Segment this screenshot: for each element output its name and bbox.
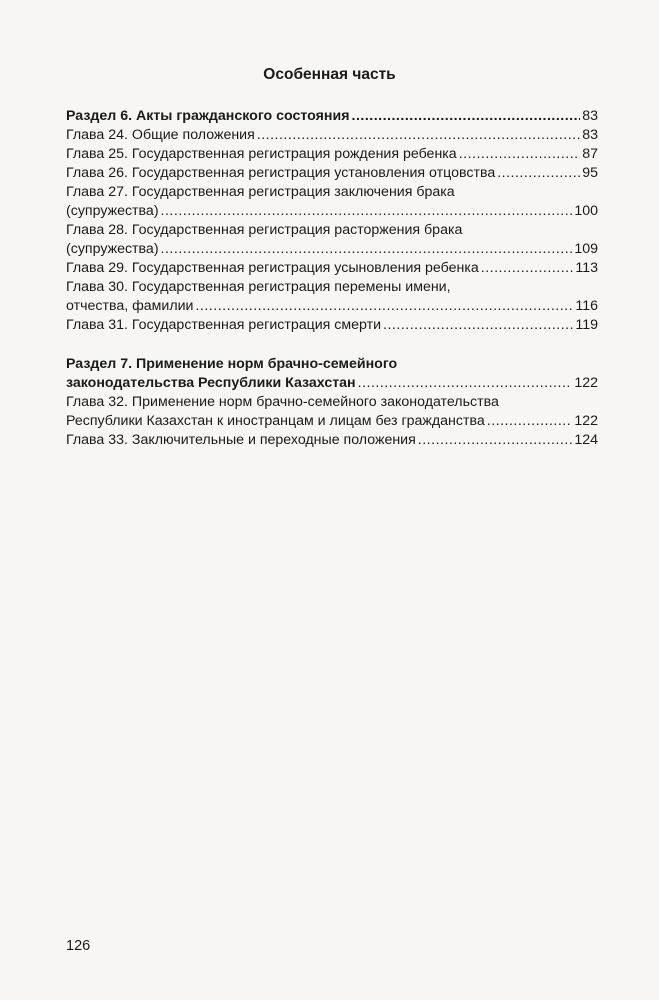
- toc-chapter-title: Глава 29. Государственная регистрация усыновления ребенка: [66, 260, 479, 276]
- toc-section-6[interactable]: [66, 107, 598, 126]
- page-number: 126: [66, 938, 91, 954]
- toc-chapter-26[interactable]: [66, 164, 598, 183]
- toc-chapter-30[interactable]: [66, 278, 598, 316]
- toc-dot-leader: [352, 107, 581, 126]
- toc-chapter-title-line1: Глава 32. Применение норм брачно-семейного законодательства: [66, 394, 499, 410]
- toc-dot-leader: [383, 316, 573, 335]
- toc-page-number: 119: [575, 317, 598, 333]
- toc-page-number: 124: [574, 432, 598, 448]
- toc-page-number: 122: [574, 375, 598, 391]
- toc-section-title: Раздел 6. Акты гражданского состояния: [66, 108, 350, 124]
- toc-dot-leader: [195, 297, 573, 316]
- toc-chapter-title-line1: Глава 28. Государственная регистрация расторжения брака: [66, 222, 463, 238]
- toc-chapter-title: Глава 26. Государственная регистрация установления отцовства: [66, 165, 496, 181]
- toc-section-title: законодательства Республики Казахстан: [66, 375, 356, 391]
- toc-chapter-title-line1: Глава 27. Государственная регистрация заключения брака: [66, 184, 455, 200]
- toc-chapter-33[interactable]: [66, 431, 598, 450]
- toc-dot-leader: [487, 412, 573, 431]
- toc-chapter-title: отчества, фамилии: [66, 298, 194, 314]
- toc-page-number: 83: [582, 108, 598, 124]
- table-of-contents: [66, 107, 598, 450]
- toc-section-7[interactable]: [66, 355, 598, 393]
- toc-chapter-29[interactable]: [66, 259, 598, 278]
- toc-chapter-25[interactable]: [66, 145, 598, 164]
- toc-chapter-title: (супружества): [66, 203, 159, 219]
- toc-page-number: 87: [582, 146, 598, 162]
- toc-page-number: 116: [575, 298, 598, 314]
- toc-chapter-title-line1: Глава 30. Государственная регистрация перемены имени,: [66, 279, 451, 295]
- toc-dot-leader: [418, 431, 573, 450]
- toc-chapter-title: Глава 24. Общие положения: [66, 127, 255, 143]
- toc-chapter-title: Глава 33. Заключительные и переходные положения: [66, 432, 416, 448]
- toc-chapter-title: Республики Казахстан к иностранцам и лицам без гражданства: [66, 413, 485, 429]
- toc-chapter-title: Глава 31. Государственная регистрация смерти: [66, 317, 382, 333]
- toc-page-number: 113: [575, 260, 598, 276]
- toc-page-number: 122: [574, 413, 598, 429]
- toc-dot-leader: [481, 259, 574, 278]
- toc-chapter-title: (супружества): [66, 241, 159, 257]
- toc-dot-leader: [161, 202, 573, 221]
- toc-dot-leader: [459, 145, 581, 164]
- toc-section-title-line1: Раздел 7. Применение норм брачно-семейного: [66, 356, 398, 372]
- toc-page-number: 100: [574, 203, 598, 219]
- toc-dot-leader: [497, 164, 580, 183]
- toc-chapter-27[interactable]: [66, 183, 598, 221]
- toc-page-number: 95: [582, 165, 598, 181]
- toc-chapter-title: Глава 25. Государственная регистрация рождения ребенка: [66, 146, 457, 162]
- toc-chapter-28[interactable]: [66, 221, 598, 259]
- toc-chapter-31[interactable]: [66, 316, 598, 335]
- toc-chapter-24[interactable]: [66, 126, 598, 145]
- toc-page-number: 83: [582, 127, 598, 143]
- toc-dot-leader: [358, 374, 573, 393]
- toc-page-number: 109: [574, 241, 598, 257]
- page-title: Особенная часть: [263, 66, 396, 83]
- toc-chapter-32[interactable]: [66, 393, 598, 431]
- toc-dot-leader: [257, 126, 580, 145]
- section-gap: [66, 335, 598, 355]
- toc-dot-leader: [161, 240, 573, 259]
